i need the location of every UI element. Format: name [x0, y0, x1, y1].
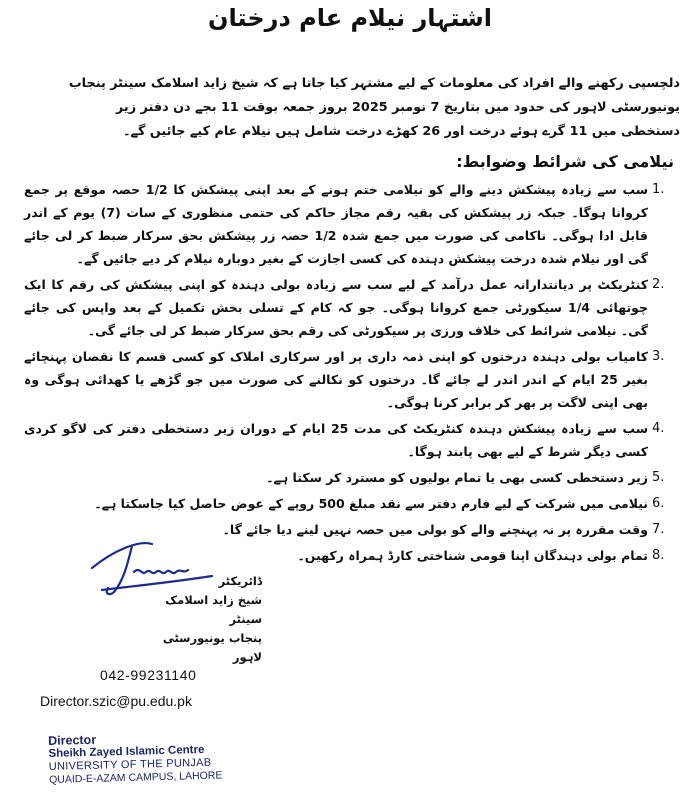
rule-text: تمام بولی دہندگان اپنا قومی شناختی کارڈ ہمراہ رکھیں۔	[297, 548, 648, 563]
stamp-line-4: QUAID-E-AZAM CAMPUS, LAHORE	[49, 769, 223, 786]
rules-list	[24, 178, 678, 570]
official-stamp	[48, 730, 249, 787]
signature-block	[40, 532, 280, 802]
rule-text: نیلامی میں شرکت کے لیے فارم دفتر سے نقد مبلغ 500 روپے کے عوض حاصل کیا جاسکتا ہے۔	[94, 496, 648, 511]
rule-number: 8.	[652, 548, 665, 563]
signatory-title	[130, 572, 262, 667]
rule-item-2	[24, 273, 678, 342]
rule-item-6	[24, 492, 678, 515]
stamp-line-2: Sheikh Zayed Islamic Centre	[48, 743, 205, 760]
rule-number: 2.	[652, 277, 665, 292]
rule-number: 4.	[652, 421, 665, 436]
rule-number: 1.	[652, 182, 665, 197]
rule-text: سب سے زیادہ پیشکش دہندہ کنٹریکٹ کی مدت 25 ایام کے دوران زیر دستخطی دفتر کی لاگو کردی کسی دیگر شرط کے لیے بھی پابند ہوگا۔	[24, 421, 648, 459]
rules-heading: نیلامی کی شرائط وضوابط:	[456, 152, 674, 171]
rule-item-4	[24, 417, 678, 463]
stamp-line-3: UNIVERSITY OF THE PUNJAB	[48, 756, 212, 773]
rule-item-1	[24, 178, 678, 270]
signatory-university: پنجاب یونیورسٹی لاہور	[162, 631, 262, 664]
rule-number: 3.	[652, 349, 665, 364]
phone-number: 042-99231140	[100, 667, 197, 683]
rule-text: سب سے زیادہ پیشکش دینے والے کو نیلامی ختم ہونے کے بعد اپنی پیشکش کا 1/2 حصہ موقع پر جمع کروانا ہوگا۔ جبکہ زر پیشکش کی بقیہ رقم مجاز حاکم کی حتمی منظوری کے سات (7) یوم کے اندر قابل ادا ہوگی۔ ناکامی کی صورت میں جمع شدہ 1/2 حصہ زر پیشکش بحق سرکار ضبط کر لی جائے گی اور نیلام شدہ درخت پیشکش دہندہ کی کسی اجازت کے بغیر دوبارہ نیلام کر دیے جائیں گے۔	[24, 182, 648, 266]
rule-number: 5.	[652, 470, 665, 485]
intro-paragraph: دلچسپی رکھنے والے افراد کی معلومات کے لیے مشتہر کیا جاتا ہے کہ شیخ زاید اسلامک سینٹر پنجاب یونیورسٹی لاہور کی حدود میں بتاریخ 7 نومبر 2025 بروز جمعہ بوقت 11 بجے دن دفتر زیر دستخطی میں 11 گرے ہوئے درخت اور 26 کھڑے درخت شامل ہیں نیلام عام کیے جائیں گے۔	[68, 76, 680, 139]
stamp-line-1: Director	[47, 732, 97, 748]
rule-text: کامیاب بولی دہندہ درختوں کو اپنی ذمہ داری پر اور سرکاری املاک کو کسی قسم کا نقصان پہنچائے بغیر 25 ایام کے اندر اندر لے جائے گا۔ درختوں کو نکالنے کی صورت میں جو گڑھے یا کھدائی ہوگی وہ بھی اپنی لاگت پر بھر کر برابر کرنا ہوگی۔	[24, 349, 648, 410]
rule-item-5	[24, 466, 678, 489]
signatory-designation: ڈائریکٹر	[218, 574, 262, 588]
signatory-organization: شیخ زاید اسلامک سینٹر	[165, 593, 262, 626]
rule-text: زیر دستخطی کسی بھی یا تمام بولیوں کو مسترد کر سکتا ہے۔	[266, 470, 648, 485]
rule-text: کنٹریکٹ پر دیانتدارانہ عمل درآمد کے لیے سب سے زیادہ بولی دہندہ کو اپنی پیشکش کی رقم کا ایک چوتھائی 1/4 سیکورٹی جمع کروانا ہوگی۔ جو کہ کام کے تسلی بخش تکمیل کے بعد واپس کی جائے گی۔ نیلامی شرائط کی خلاف ورزی پر سیکورٹی کی رقم بحق سرکار ضبط کر لی جائے گی۔	[24, 277, 648, 338]
email-address: Director.szic@pu.edu.pk	[40, 693, 192, 709]
rule-number: 6.	[652, 496, 665, 511]
rule-item-3	[24, 345, 678, 414]
rule-number: 7.	[652, 522, 665, 537]
notice-title: اشتہار نیلام عام درختان	[208, 4, 492, 32]
rule-text: وقت مقررہ پر نہ پہنچنے والے کو بولی میں حصہ نہیں لینے دیا جائے گا۔	[222, 522, 648, 537]
